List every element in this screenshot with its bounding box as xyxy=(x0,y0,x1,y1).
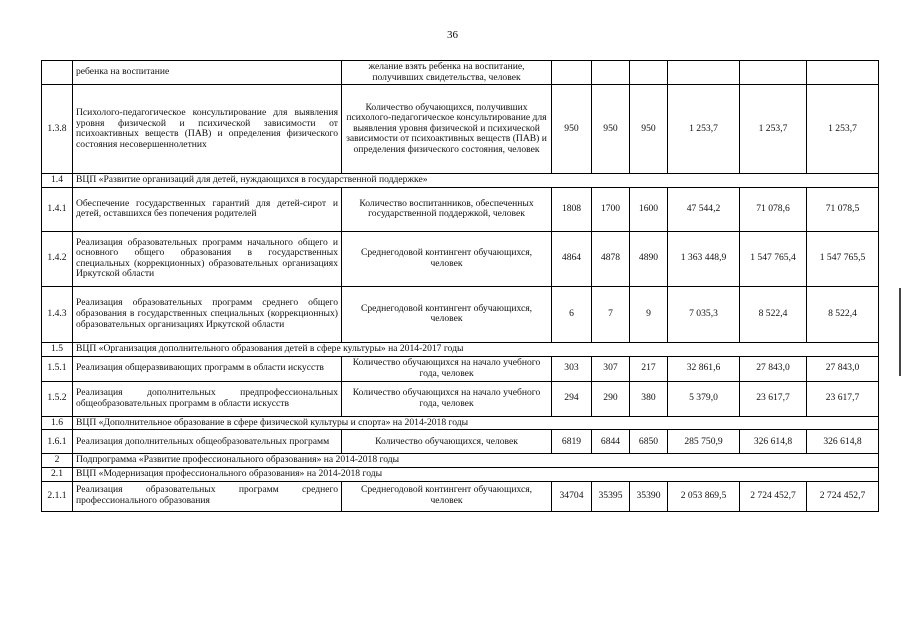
section-code: 2 xyxy=(42,454,73,468)
row-amount-value: 326 614,8 xyxy=(740,430,807,454)
table-row xyxy=(42,231,879,286)
row-count-value: 950 xyxy=(630,85,668,174)
row-name: Психолого-педагогическое консультирование для выявления уровня физической и психической зависимости от психоактивных веществ (ПАВ) и определения физического состояния несовершеннолетних xyxy=(73,85,342,174)
row-count-value: 294 xyxy=(552,381,592,416)
row-amount-value: 1 363 448,9 xyxy=(668,231,740,286)
row-count-value: 35390 xyxy=(630,481,668,511)
row-count-value: 380 xyxy=(630,381,668,416)
table-row xyxy=(42,430,879,454)
row-count-value xyxy=(592,61,630,85)
section-code: 1.5 xyxy=(42,342,73,356)
section-title: Подпрограмма «Развитие профессионального образования» на 2014-2018 годы xyxy=(73,454,879,468)
row-name: Обеспечение государственных гарантий для детей-сирот и детей, оставшихся без попечения родителей xyxy=(73,187,342,231)
row-count-value xyxy=(630,61,668,85)
row-indicator: желание взять ребенка на воспитание, получивших свидетельства, человек xyxy=(342,61,552,85)
section-code: 1.4 xyxy=(42,174,73,188)
row-amount-value: 27 843,0 xyxy=(807,356,879,381)
section-row xyxy=(42,174,879,188)
row-amount-value: 1 253,7 xyxy=(668,85,740,174)
row-count-value: 950 xyxy=(552,85,592,174)
section-row xyxy=(42,467,879,481)
row-amount-value: 8 522,4 xyxy=(740,286,807,342)
row-amount-value: 2 053 869,5 xyxy=(668,481,740,511)
row-count-value: 34704 xyxy=(552,481,592,511)
row-code: 1.3.8 xyxy=(42,85,73,174)
section-row xyxy=(42,416,879,430)
row-count-value: 7 xyxy=(592,286,630,342)
row-code: 1.4.2 xyxy=(42,231,73,286)
table-row xyxy=(42,381,879,416)
row-amount-value: 326 614,8 xyxy=(807,430,879,454)
row-amount-value: 23 617,7 xyxy=(740,381,807,416)
row-amount-value: 71 078,5 xyxy=(807,187,879,231)
table-row xyxy=(42,356,879,381)
row-amount-value: 27 843,0 xyxy=(740,356,807,381)
row-indicator: Количество обучающихся, получивших психолого-педагогическое консультирование для выявления уровня физической и психической зависимости от психоактивных веществ (ПАВ) и определения физического состояния, человек xyxy=(342,85,552,174)
row-count-value: 6844 xyxy=(592,430,630,454)
row-code xyxy=(42,61,73,85)
row-count-value: 4864 xyxy=(552,231,592,286)
row-count-value: 307 xyxy=(592,356,630,381)
row-amount-value: 1 253,7 xyxy=(807,85,879,174)
row-amount-value: 1 547 765,5 xyxy=(807,231,879,286)
row-amount-value: 32 861,6 xyxy=(668,356,740,381)
section-row xyxy=(42,342,879,356)
row-indicator: Среднегодовой контингент обучающихся, человек xyxy=(342,481,552,511)
page-number: 36 xyxy=(447,29,458,41)
row-amount-value xyxy=(807,61,879,85)
row-indicator: Среднегодовой контингент обучающихся, человек xyxy=(342,286,552,342)
row-amount-value: 1 253,7 xyxy=(740,85,807,174)
row-amount-value: 71 078,6 xyxy=(740,187,807,231)
row-amount-value: 1 547 765,4 xyxy=(740,231,807,286)
row-count-value: 1600 xyxy=(630,187,668,231)
table-row xyxy=(42,286,879,342)
row-code: 2.1.1 xyxy=(42,481,73,511)
table-row xyxy=(42,481,879,511)
row-count-value: 1808 xyxy=(552,187,592,231)
section-title: ВЦП «Развитие организаций для детей, нуждающихся в государственной поддержке» xyxy=(73,174,879,188)
row-name: Реализация общеразвивающих программ в области искусств xyxy=(73,356,342,381)
row-count-value: 6 xyxy=(552,286,592,342)
section-code: 2.1 xyxy=(42,467,73,481)
row-name: ребенка на воспитание xyxy=(73,61,342,85)
row-amount-value xyxy=(740,61,807,85)
row-count-value: 4878 xyxy=(592,231,630,286)
row-amount-value: 8 522,4 xyxy=(807,286,879,342)
row-amount-value: 7 035,3 xyxy=(668,286,740,342)
scan-edge-mark xyxy=(899,288,901,376)
row-code: 1.5.1 xyxy=(42,356,73,381)
row-name: Реализация образовательных программ среднего общего образования в государственных специальных (коррекционных) образовательных организациях Иркутской области xyxy=(73,286,342,342)
row-amount-value: 285 750,9 xyxy=(668,430,740,454)
row-amount-value: 5 379,0 xyxy=(668,381,740,416)
row-code: 1.5.2 xyxy=(42,381,73,416)
row-count-value: 9 xyxy=(630,286,668,342)
section-title: ВЦП «Модернизация профессионального образования» на 2014-2018 годы xyxy=(73,467,879,481)
row-indicator: Количество обучающихся на начало учебного года, человек xyxy=(342,356,552,381)
row-name: Реализация образовательных программ начального общего и основного общего образования в государственных специальных (коррекционных) образовательных организациях Иркутской области xyxy=(73,231,342,286)
table-body xyxy=(42,61,879,512)
row-count-value: 290 xyxy=(592,381,630,416)
row-amount-value xyxy=(668,61,740,85)
row-amount-value: 2 724 452,7 xyxy=(807,481,879,511)
row-count-value: 4890 xyxy=(630,231,668,286)
row-amount-value: 2 724 452,7 xyxy=(740,481,807,511)
table-row xyxy=(42,187,879,231)
section-row xyxy=(42,454,879,468)
row-amount-value: 47 544,2 xyxy=(668,187,740,231)
row-name: Реализация дополнительных предпрофессиональных общеобразовательных программ в области искусств xyxy=(73,381,342,416)
row-count-value: 303 xyxy=(552,356,592,381)
section-title: ВЦП «Дополнительное образование в сфере физической культуры и спорта» на 2014-2018 годы xyxy=(73,416,879,430)
row-amount-value: 23 617,7 xyxy=(807,381,879,416)
table-row xyxy=(42,85,879,174)
row-indicator: Среднегодовой контингент обучающихся, человек xyxy=(342,231,552,286)
row-indicator: Количество обучающихся на начало учебного года, человек xyxy=(342,381,552,416)
data-table xyxy=(41,60,879,512)
row-code: 1.4.3 xyxy=(42,286,73,342)
row-count-value: 35395 xyxy=(592,481,630,511)
row-count-value: 950 xyxy=(592,85,630,174)
row-count-value: 217 xyxy=(630,356,668,381)
row-indicator: Количество обучающихся, человек xyxy=(342,430,552,454)
row-count-value: 1700 xyxy=(592,187,630,231)
row-code: 1.4.1 xyxy=(42,187,73,231)
row-indicator: Количество воспитанников, обеспеченных государственной поддержкой, человек xyxy=(342,187,552,231)
row-count-value: 6850 xyxy=(630,430,668,454)
row-name: Реализация образовательных программ среднего профессионального образования xyxy=(73,481,342,511)
section-title: ВЦП «Организация дополнительного образования детей в сфере культуры» на 2014-2017 годы xyxy=(73,342,879,356)
row-name: Реализация дополнительных общеобразовательных программ xyxy=(73,430,342,454)
table-row xyxy=(42,61,879,85)
section-code: 1.6 xyxy=(42,416,73,430)
row-count-value: 6819 xyxy=(552,430,592,454)
row-count-value xyxy=(552,61,592,85)
row-code: 1.6.1 xyxy=(42,430,73,454)
